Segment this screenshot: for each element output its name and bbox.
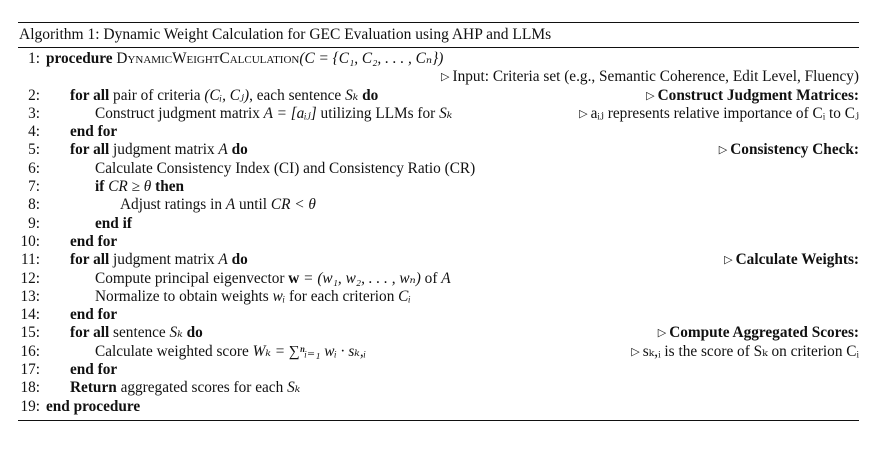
math-expression: A xyxy=(225,196,236,214)
comment-text: Construct Judgment Matrices: xyxy=(657,86,859,104)
keyword: end procedure xyxy=(46,397,141,415)
line-number: 10: xyxy=(20,232,40,250)
line-text: Compute principal eigenvector xyxy=(95,269,289,287)
line-body xyxy=(95,288,411,306)
math-expression: CR < θ xyxy=(270,196,316,214)
comment-text: Calculate Weights: xyxy=(735,251,859,269)
algorithm-line xyxy=(18,123,859,141)
comment-triangle-icon: ▷ xyxy=(718,144,728,157)
line-comment xyxy=(441,68,859,87)
keyword: procedure xyxy=(46,50,113,67)
comment-triangle-icon: ▷ xyxy=(657,327,667,340)
comment-text: Input: Criteria set (e.g., Semantic Coherence, Edit Level, Fluency) xyxy=(452,68,859,86)
keyword: if xyxy=(95,178,105,196)
math-expression: (C = {C₁, C₂, . . . , Cₙ}) xyxy=(299,50,444,67)
keyword: end for xyxy=(70,361,118,379)
line-body xyxy=(70,306,117,324)
line-text: pair of criteria xyxy=(109,86,205,104)
line-number: 18: xyxy=(20,379,40,397)
line-body xyxy=(70,123,117,141)
algorithm-line xyxy=(18,361,859,379)
line-text: Normalize to obtain weights xyxy=(95,287,273,305)
line-comment xyxy=(631,343,859,362)
line-number: 11: xyxy=(21,251,40,269)
line-number: 14: xyxy=(20,306,40,324)
algorithm-line xyxy=(18,68,859,86)
keyword: end for xyxy=(70,123,118,141)
line-comment xyxy=(646,87,859,106)
math-expression: Sₖ xyxy=(345,86,359,104)
math-expression: Sₖ xyxy=(169,324,183,342)
algorithm-line xyxy=(18,270,859,288)
line-number: 13: xyxy=(20,287,40,305)
algorithm-block xyxy=(18,22,859,421)
line-body xyxy=(70,251,248,269)
line-text: aggregated scores for each xyxy=(116,379,288,397)
line-comment xyxy=(719,141,859,160)
math-expression: = (w₁, w₂, . . . , wₙ) xyxy=(299,269,421,287)
math-expression: wᵢ xyxy=(272,287,286,305)
line-body xyxy=(46,50,443,68)
keyword: end for xyxy=(70,306,118,324)
line-body xyxy=(70,379,300,397)
comment-text: sₖ,ᵢ is the score of Sₖ on criterion Cᵢ xyxy=(642,342,859,360)
algorithm-line xyxy=(18,196,859,214)
line-number: 16: xyxy=(20,342,40,360)
math-expression: (Cᵢ, Cⱼ) xyxy=(204,86,250,104)
algorithm-line xyxy=(18,215,859,233)
keyword: do xyxy=(231,141,248,159)
line-text: judgment matrix xyxy=(109,251,219,269)
algorithm-line xyxy=(18,306,859,324)
line-number: 15: xyxy=(20,324,40,342)
keyword: then xyxy=(155,178,185,196)
math-expression: A xyxy=(218,141,228,159)
comment-text: aᵢⱼ represents relative importance of Cᵢ to Cⱼ xyxy=(590,104,859,122)
line-body xyxy=(95,215,132,233)
line-body xyxy=(70,361,117,379)
line-body xyxy=(95,343,366,361)
keyword: for all xyxy=(70,86,110,104)
bottom-rule xyxy=(18,420,859,421)
line-text: judgment matrix xyxy=(109,141,219,159)
algorithm-caption: Algorithm 1: Dynamic Weight Calculation for GEC Evaluation using AHP and LLMs xyxy=(19,26,552,43)
math-expression: Sₖ xyxy=(287,379,301,397)
math-expression: Sₖ xyxy=(439,104,453,122)
line-body xyxy=(120,196,316,214)
line-number: 12: xyxy=(20,269,40,287)
keyword: do xyxy=(362,86,379,104)
algorithm-line xyxy=(18,233,859,251)
keyword: w xyxy=(288,269,300,287)
algorithm-line xyxy=(18,379,859,397)
line-text: until xyxy=(235,196,271,214)
algorithm-line xyxy=(18,105,859,123)
comment-triangle-icon: ▷ xyxy=(646,89,655,102)
algorithm-line xyxy=(18,178,859,196)
algorithm-line xyxy=(18,141,859,159)
line-body xyxy=(95,160,475,178)
comment-triangle-icon: ▷ xyxy=(441,71,450,84)
line-number: 9: xyxy=(28,214,40,232)
keyword: do xyxy=(186,324,203,342)
math-expression: Cᵢ xyxy=(398,287,411,305)
algorithm-line xyxy=(18,324,859,342)
math-expression: A xyxy=(441,269,451,287)
comment-text: Compute Aggregated Scores: xyxy=(669,324,859,342)
line-text: Adjust ratings in xyxy=(120,196,226,214)
line-text: Construct judgment matrix xyxy=(95,104,264,122)
line-number: 4: xyxy=(28,123,40,141)
line-text: Calculate Consistency Index (CI) and Consistency Ratio (CR) xyxy=(95,159,476,177)
line-body xyxy=(46,398,140,416)
algorithm-line xyxy=(18,87,859,105)
line-number: 5: xyxy=(28,141,40,159)
math-expression: A = [aᵢⱼ] xyxy=(263,104,317,122)
keyword: end for xyxy=(70,232,118,250)
comment-triangle-icon: ▷ xyxy=(579,107,588,120)
line-body xyxy=(70,141,248,159)
comment-triangle-icon: ▷ xyxy=(631,345,640,358)
line-number: 19: xyxy=(20,397,40,415)
algorithm-line xyxy=(18,343,859,361)
line-body xyxy=(95,105,452,123)
comment-triangle-icon: ▷ xyxy=(724,254,733,267)
line-comment xyxy=(658,324,859,343)
line-text: Calculate weighted score xyxy=(95,342,253,360)
line-number: 7: xyxy=(28,178,40,196)
line-number: 3: xyxy=(28,104,40,122)
algorithm-line xyxy=(18,288,859,306)
algorithm-lines xyxy=(18,48,859,416)
algorithm-line xyxy=(18,160,859,178)
line-number: 17: xyxy=(20,361,40,379)
line-comment xyxy=(724,251,859,270)
line-comment xyxy=(579,105,859,124)
line-body xyxy=(70,87,378,105)
keyword: for all xyxy=(70,141,110,159)
keyword: for all xyxy=(70,324,110,342)
line-body xyxy=(70,233,117,251)
line-number: 8: xyxy=(28,196,40,214)
line-body xyxy=(95,178,184,196)
keyword: for all xyxy=(70,251,110,269)
line-number: 6: xyxy=(28,159,40,177)
line-body xyxy=(95,270,451,288)
algorithm-line xyxy=(18,251,859,269)
line-body xyxy=(70,324,203,342)
keyword: end if xyxy=(95,214,132,232)
algorithm-line xyxy=(18,50,859,68)
line-text: , each sentence xyxy=(249,86,346,104)
keyword: do xyxy=(231,251,248,269)
line-text: of xyxy=(420,269,442,287)
math-expression: CR ≥ θ xyxy=(108,178,152,196)
line-text: sentence xyxy=(109,324,170,342)
procedure-name: DynamicWeightCalculation xyxy=(116,50,300,67)
math-expression: A xyxy=(218,251,228,269)
keyword: Return xyxy=(70,379,117,397)
math-expression: Wₖ = ∑ⁿᵢ₌₁ wᵢ · sₖ,ᵢ xyxy=(252,342,367,360)
comment-text: Consistency Check: xyxy=(730,141,859,159)
line-text: utilizing LLMs for xyxy=(316,104,440,122)
algorithm-line xyxy=(18,398,859,416)
line-number: 2: xyxy=(28,86,40,104)
line-number: 1: xyxy=(28,50,40,67)
line-text: for each criterion xyxy=(285,287,399,305)
